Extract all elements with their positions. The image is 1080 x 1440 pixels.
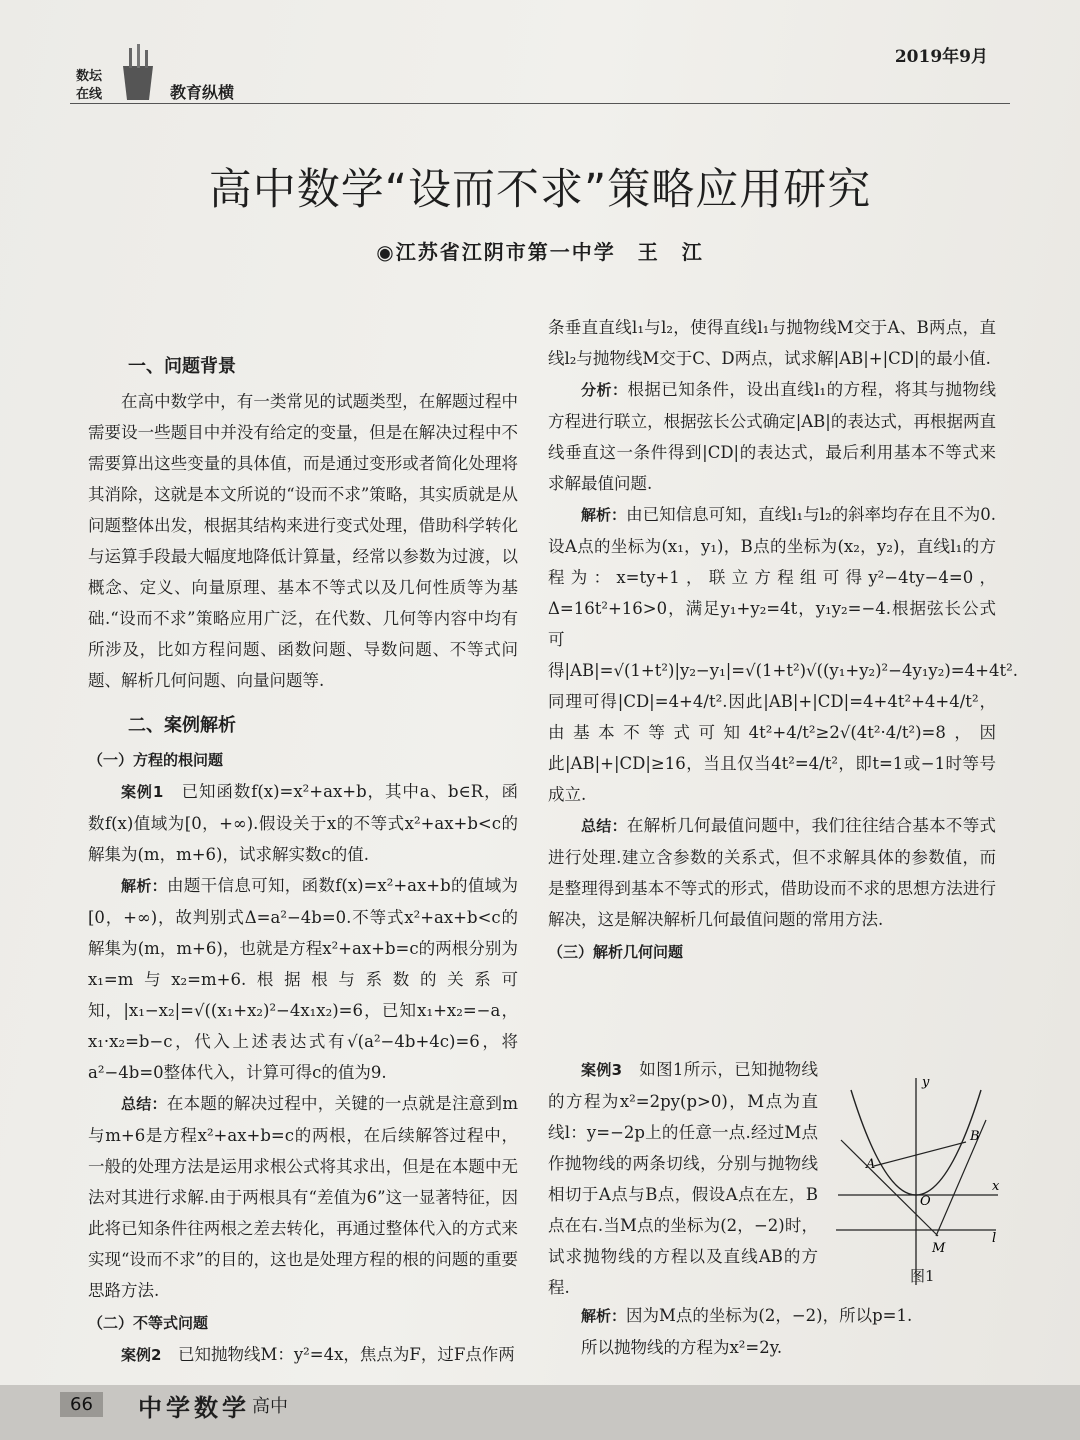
label-x: x xyxy=(992,1179,1000,1194)
case3-solution-line1: 因为M点的坐标为(2，−2)，所以p=1. xyxy=(626,1306,913,1325)
issue-date: 2019年9月 xyxy=(894,47,988,67)
journal-name: 中学数学 xyxy=(138,1393,250,1422)
article-author: ◉江苏省江阴市第一中学 王 江 xyxy=(376,240,704,264)
case3 xyxy=(548,1054,818,1303)
subheading-roots: （一）方程的根问题 xyxy=(88,751,224,769)
case3-text: 如图1所示，已知抛物线的方程为x²=2py(p>0)，M点为直线l：y=−2p上的任意一点.经过M点作抛物线的两条切线，分别与抛物线相切于A点与B点，假设A点在左，B点在右.当M点的坐标为(2，−2)时，试求抛物线的方程以及直线AB的方程. xyxy=(548,1060,819,1297)
case3-solution xyxy=(548,1300,978,1363)
case2 xyxy=(88,1339,518,1371)
case1-text: 已知函数f(x)=x²+ax+b，其中a、b∈R，函数f(x)值域为[0，+∞).假设关于x的不等式x²+ax+b<c的解集为(m，m+6)，试求解实数c的值. xyxy=(88,782,518,864)
heading-background: 一、问题背景 xyxy=(128,356,236,377)
case1-summary-text: 在本题的解决过程中，关键的一点就是注意到m与m+6是方程x²+ax+b=c的两根，在后续解答过程中，一般的处理方法是运用求根公式将其求出，但是在本题中无法对其进行求解.由于两根具有“差值为6”这一显著特征，因此将已知条件往两根之差去转化，再通过整体代入的方式来实现“设而不求”的目的，这也是处理方程的根的问题的重要思路方法. xyxy=(88,1094,518,1300)
left-column xyxy=(88,345,518,1371)
case1-solution-text: 由题干信息可知，函数f(x)=x²+ax+b的值域为[0，+∞)，故判别式Δ=a²−4b=0.不等式x²+ax+b<c的解集为(m，m+6)，也就是方程x²+ax+b=c的两根分别为x₁=m与x₂=m+6.根据根与系数的关系可知，|x₁−x₂|=√((x₁+x₂)²−4x₁x₂)=6，已知x₁+x₂=−a，x₁·x₂=b−c，代入上述表达式有√(a²−4b+4c)=6，将a²−4b=0整体代入，计算可得c的值为9. xyxy=(88,876,518,1082)
case2-label: 案例2 xyxy=(121,1346,162,1364)
label-b: B xyxy=(970,1129,980,1144)
label-a: A xyxy=(866,1157,876,1172)
page-number: 66 xyxy=(60,1392,103,1417)
right-column xyxy=(548,312,1018,968)
figure-caption: 图1 xyxy=(910,1267,935,1285)
article-title: 高中数学“设而不求”策略应用研究 xyxy=(208,165,872,215)
case2-analysis-label: 分析： xyxy=(581,381,628,399)
heading-cases: 二、案例解析 xyxy=(128,715,236,736)
logo-text xyxy=(76,68,102,104)
case2-solution-label: 解析： xyxy=(581,506,627,524)
logo-line2: 在线 xyxy=(76,87,103,102)
paragraph-background: 在高中数学中，有一类常见的试题类型，在解题过程中需要设一些题目中并没有给定的变量，但是在解决过程中不需要算出这些变量的具体值，而是通过变形或者简化处理将其消除，这就是本文所说的“设而不求”策略，其实质就是从问题整体出发，根据其结构来进行变式处理，借助科学转化与运算手段最大幅度地降低计算量，经常以参数为过渡，以概念、定义、向量原理、基本不等式以及几何性质等为基础.“设而不求”策略应用广泛，在代数、几何等内容中均有所涉及，比如方程问题、函数问题、导数问题、不等式问题、解析几何问题、向量问题等. xyxy=(88,392,518,690)
case1-solution-label: 解析： xyxy=(121,877,167,895)
case3-solution-line2: 所以抛物线的方程为x²=2y. xyxy=(581,1338,783,1357)
case2-continued: 条垂直直线l₁与l₂，使得直线l₁与抛物线M交于A、B两点，直线l₂与抛物线M交于C、D两点，试求解|AB|+|CD|的最小值. xyxy=(548,318,996,368)
logo-line1: 数坛 xyxy=(76,69,103,84)
journal-level: 高中 xyxy=(252,1396,288,1417)
case3-label: 案例3 xyxy=(581,1061,623,1079)
label-m: M xyxy=(932,1241,946,1256)
label-y: y xyxy=(922,1075,930,1090)
case3-solution-label: 解析： xyxy=(581,1307,627,1325)
case2-solution-text: 由已知信息可知，直线l₁与l₂的斜率均存在且不为0.设A点的坐标为(x₁，y₁)，B点的坐标为(x₂，y₂)，直线l₁的方程为：x=ty+1，联立方程组可得y²−4ty−4=0，Δ=16t²+16>0，满足y₁+y₂=4t，y₁y₂=−4.根据弦长公式可得|AB|=√(1+t²)|y₂−y₁|=√(1+t²)√((y₁+y₂)²−4y₁y₂)=4+4t².同理可得|CD|=4+4/t².因此|AB|+|CD|=4+4t²+4+4/t²，由基本不等式可知4t²+4/t²≥2√(4t²·4/t²)=8，因此|AB|+|CD|≥16，当且仅当4t²=4/t²，即t=1或−1时等号成立. xyxy=(548,505,1018,804)
case2-analysis-text: 根据已知条件，设出直线l₁的方程，将其与抛物线方程进行联立，根据弦长公式确定|AB|的表达式，再根据两直线垂直这一条件得到|CD|的表达式，最后利用基本不等式来求解最值问题. xyxy=(548,380,996,493)
case2-summary-label: 总结： xyxy=(581,817,627,835)
subheading-geometry: （三）解析几何问题 xyxy=(548,943,684,961)
case2-analysis xyxy=(548,374,996,499)
header-rule xyxy=(70,103,1010,104)
section-name: 教育纵横 xyxy=(170,83,235,102)
figure-parabola xyxy=(836,1070,1006,1290)
case2-summary xyxy=(548,810,996,935)
case1-label: 案例1 xyxy=(121,783,164,801)
tangent-a xyxy=(841,1140,938,1236)
subheading-inequality: （二）不等式问题 xyxy=(88,1314,209,1332)
logo-pot-icon xyxy=(115,44,161,102)
case1-summary xyxy=(88,1088,518,1306)
label-o: O xyxy=(920,1194,931,1209)
case1 xyxy=(88,776,518,870)
case2-solution xyxy=(548,499,1018,810)
case2-text: 已知抛物线M：y²=4x，焦点为F，过F点作两 xyxy=(177,1345,515,1364)
case2-summary-text: 在解析几何最值问题中，我们往往结合基本不等式进行处理.建立含参数的关系式，但不求解具体的参数值，而是整理得到基本不等式的形式，借助设而不求的思想方法进行解决，这是解决解析几何最值问题的常用方法. xyxy=(548,816,996,929)
label-l: l xyxy=(992,1231,997,1246)
case1-solution xyxy=(88,870,518,1088)
case1-summary-label: 总结： xyxy=(121,1095,167,1113)
